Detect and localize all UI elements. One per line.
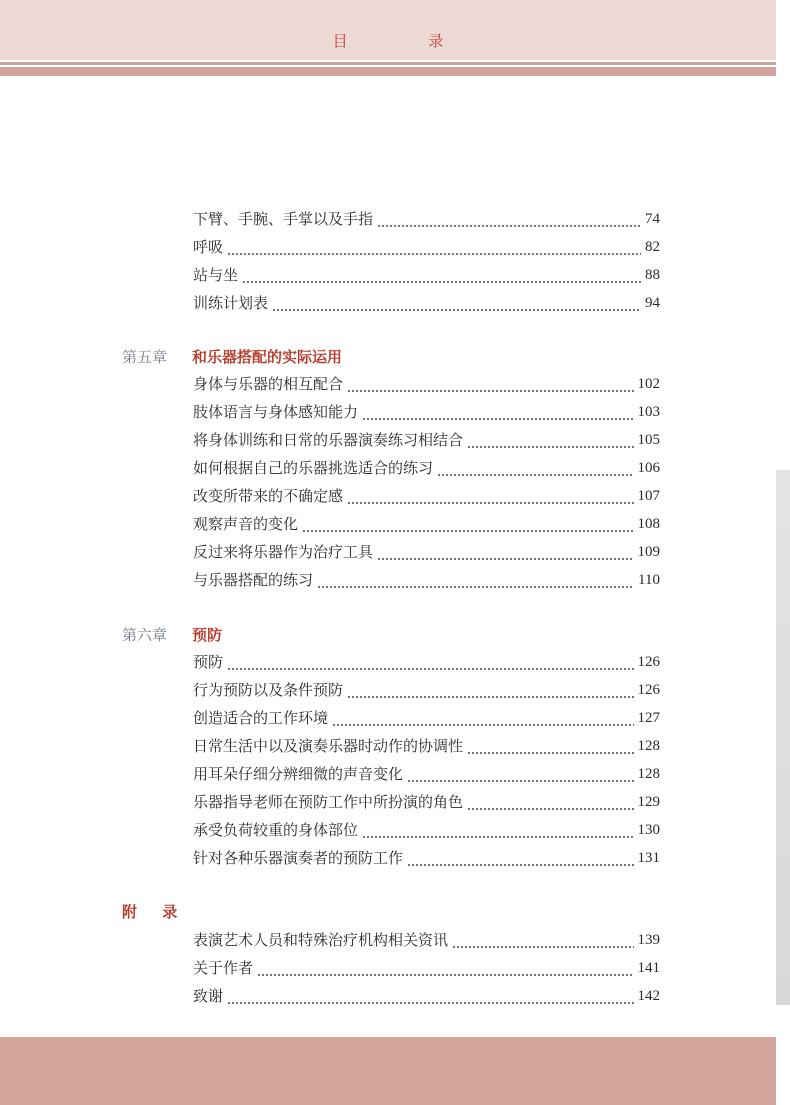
toc-entry[interactable]: 观察声音的变化 108 xyxy=(193,515,660,533)
chapter-title: 预防 xyxy=(192,626,223,644)
toc-entry[interactable]: 日常生活中以及演奏乐器时动作的协调性 128 xyxy=(193,737,660,755)
toc-entry[interactable]: 如何根据自己的乐器挑选适合的练习 106 xyxy=(193,459,660,477)
toc-entry[interactable]: 身体与乐器的相互配合 102 xyxy=(193,375,660,393)
toc-entry[interactable]: 反过来将乐器作为治疗工具 109 xyxy=(193,543,660,561)
toc-entry[interactable]: 与乐器搭配的练习 110 xyxy=(193,571,660,589)
chapter-heading[interactable] xyxy=(122,345,342,369)
page-title: 目 录 xyxy=(332,32,482,50)
toc-entry[interactable]: 承受负荷较重的身体部位 130 xyxy=(193,821,660,839)
appendix-heading[interactable]: 附 录 xyxy=(122,903,188,921)
toc-entry[interactable]: 乐器指导老师在预防工作中所扮演的角色 129 xyxy=(193,793,660,811)
header-band xyxy=(0,0,776,60)
toc-entry[interactable]: 改变所带来的不确定感 107 xyxy=(193,487,660,505)
toc-entry[interactable]: 创造适合的工作环境 127 xyxy=(193,709,660,727)
chapter-heading[interactable] xyxy=(122,623,222,647)
toc-entry[interactable]: 呼吸 82 xyxy=(193,238,660,256)
toc-entry[interactable]: 肢体语言与身体感知能力 103 xyxy=(193,403,660,421)
chapter-number: 第六章 xyxy=(122,626,168,644)
header-divider-thick xyxy=(0,67,776,76)
thumb-index-tab xyxy=(776,470,790,1005)
toc-entry[interactable]: 下臂、手腕、手掌以及手指 74 xyxy=(193,210,660,228)
toc-entry[interactable]: 训练计划表 94 xyxy=(193,294,660,312)
toc-entry[interactable]: 用耳朵仔细分辨细微的声音变化 128 xyxy=(193,765,660,783)
toc-entry[interactable]: 预防 126 xyxy=(193,653,660,671)
footer-band xyxy=(0,1037,776,1105)
toc-entry[interactable]: 针对各种乐器演奏者的预防工作 131 xyxy=(193,849,660,867)
toc-entry[interactable]: 关于作者 141 xyxy=(193,959,660,977)
header-divider xyxy=(0,62,776,65)
toc-entry[interactable]: 表演艺术人员和特殊治疗机构相关资讯 139 xyxy=(193,931,660,949)
toc-entry[interactable]: 将身体训练和日常的乐器演奏练习相结合 105 xyxy=(193,431,660,449)
chapter-number: 第五章 xyxy=(122,348,168,366)
chapter-title: 和乐器搭配的实际运用 xyxy=(192,348,343,366)
toc-entry[interactable]: 行为预防以及条件预防 126 xyxy=(193,681,660,699)
toc-entry[interactable]: 致谢 142 xyxy=(193,987,660,1005)
toc-entry[interactable]: 站与坐 88 xyxy=(193,266,660,284)
